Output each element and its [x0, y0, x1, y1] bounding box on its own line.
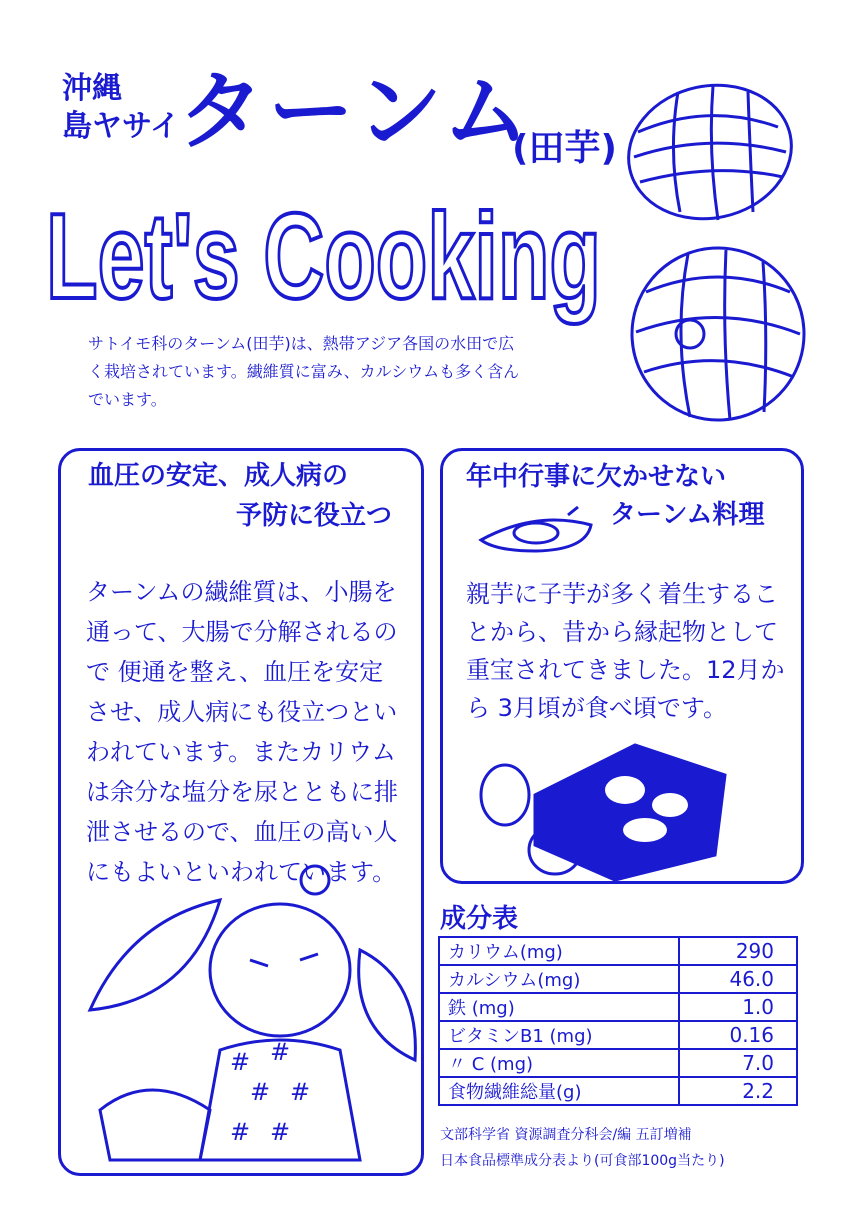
svg-text:#: # — [230, 1048, 251, 1076]
nutrient-label: ビタミンB1 (mg) — [439, 1021, 679, 1049]
page-title: ターンム — [178, 62, 533, 162]
page-title-sub: (田芋) — [512, 128, 617, 169]
food-box-icon — [475, 735, 745, 885]
nutrient-label: 鉄 (mg) — [439, 993, 679, 1021]
nutrient-label: 食物繊維総量(g) — [439, 1077, 679, 1105]
nutrient-value: 7.0 — [679, 1049, 797, 1077]
health-heading — [88, 456, 398, 536]
svg-text:#: # — [270, 1038, 291, 1066]
character-illustration-icon — [70, 860, 430, 1170]
nutrient-value: 290 — [679, 937, 797, 965]
nutrient-label: 〃 C (mg) — [439, 1049, 679, 1077]
intro-text: サトイモ科のターンム(田芋)は、熱帯アジア各国の水田で広く栽培されています。繊維質に富み、カルシウムも多く含んでいます。 — [88, 334, 520, 409]
event-heading-line2: ターンム料理 — [610, 500, 765, 530]
lets-cooking-heading — [40, 180, 610, 330]
lets-cooking-text: Let's Cooking — [46, 188, 601, 324]
nutrient-value: 0.16 — [679, 1021, 797, 1049]
nutrition-table — [438, 936, 798, 1106]
nutrient-value: 2.2 — [679, 1077, 797, 1105]
dish-icon — [476, 505, 596, 555]
nutrient-label: カリウム(mg) — [439, 937, 679, 965]
nutrition-title: 成分表 — [440, 904, 519, 934]
health-body: ターンムの繊維質は、小腸を通って、大腸で分解されるので 便通を整え、血圧を安定させ、成人病にも役立つといわれています。またカリウムは余分な塩分を尿とともに排泄させるので、血圧の高い人にもよいといわれています。 — [86, 578, 398, 886]
taro-illustration-icon — [618, 72, 818, 432]
table-row — [439, 993, 797, 1021]
health-heading-line2: 予防に役立つ — [235, 501, 392, 531]
health-heading-line1: 血圧の安定、成人病の — [88, 461, 349, 491]
svg-text:#: # — [290, 1078, 311, 1106]
svg-text:#: # — [230, 1118, 251, 1146]
svg-text:#: # — [250, 1078, 271, 1106]
nutrient-value: 1.0 — [679, 993, 797, 1021]
source-note: 文部科学省 資源調査分科会/編 五訂増補 日本食品標準成分表より(可食部100g当たり) — [440, 1127, 725, 1169]
table-row — [439, 1021, 797, 1049]
table-row — [439, 965, 797, 993]
svg-text:#: # — [270, 1118, 291, 1146]
nutrient-label: カルシウム(mg) — [439, 965, 679, 993]
nutrient-value: 46.0 — [679, 965, 797, 993]
event-heading-line1: 年中行事に欠かせない — [466, 462, 727, 492]
event-body: 親芋に子芋が多く着生することから、昔から縁起物として重宝されてきました。12月から 3月頃が食べ頃です。 — [466, 580, 785, 722]
region-label: 沖縄 島ヤサイ — [62, 71, 180, 144]
table-row — [439, 1077, 797, 1105]
table-row — [439, 937, 797, 965]
table-row — [439, 1049, 797, 1077]
